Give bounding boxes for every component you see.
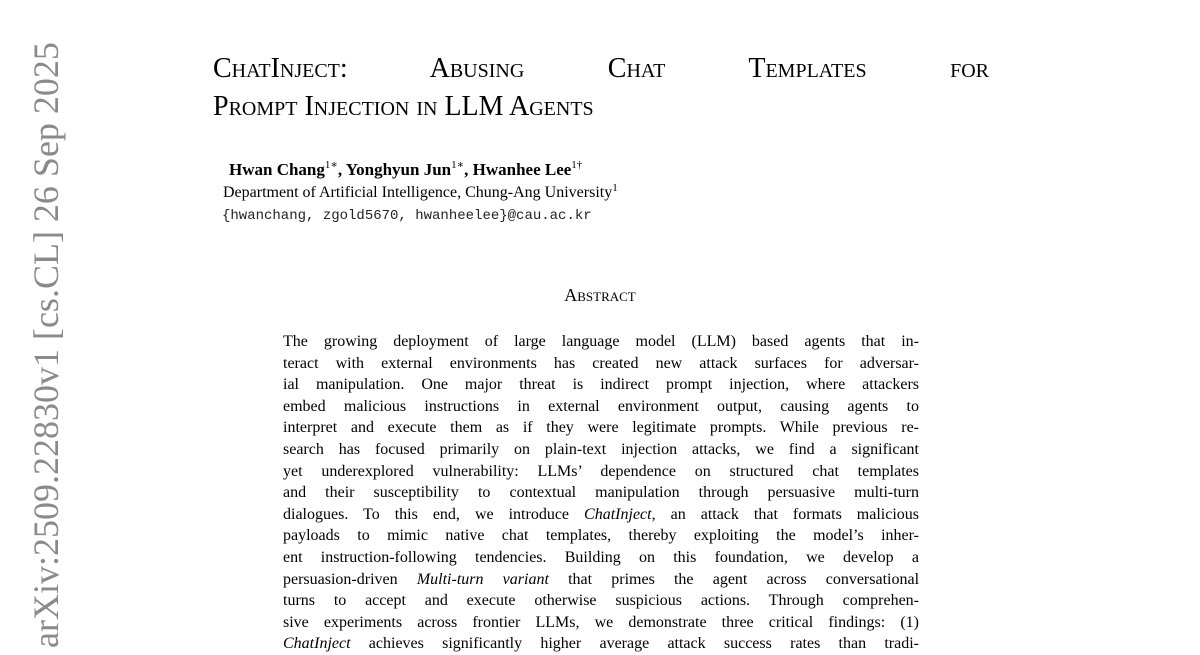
- title-line-2: Prompt Injection in LLM Agents: [213, 91, 594, 122]
- abstract-line: sive experiments across frontier LLMs, we demonstrate three critical findings: (1): [283, 613, 919, 631]
- author-superscript: 1†: [571, 159, 583, 171]
- author-emails: {hwanchang, zgold5670, hwanheelee}@cau.ac.kr: [222, 208, 592, 224]
- author-separator: ,: [337, 160, 346, 179]
- abstract-line: search has focused primarily on plain-text injection attacks, we find a significant: [283, 440, 919, 458]
- affiliation: [223, 184, 618, 202]
- abstract-line: yet underexplored vulnerability: LLMs’ dependence on structured chat templates: [283, 462, 919, 480]
- author-name: Hwan Chang: [229, 160, 325, 179]
- abstract-line: interpret and execute them as if they were legitimate prompts. While previous re-: [283, 419, 919, 437]
- abstract-body: [283, 331, 919, 655]
- abstract-line: and their susceptibility to contextual manipulation through persuasive multi-turn: [283, 484, 919, 502]
- abstract-line: payloads to mimic native chat templates, thereby exploiting the model’s inher-: [283, 527, 919, 545]
- title-line-1: ChatInject: Abusing Chat Templates for: [213, 53, 989, 84]
- affiliation-superscript: 1: [612, 182, 618, 194]
- abstract-emphasis: Multi-turn variant: [416, 570, 549, 588]
- author-superscript: 1∗: [324, 159, 338, 171]
- abstract-line: The growing deployment of large language model (LLM) based agents that in-: [283, 333, 919, 350]
- affiliation-text: Department of Artificial Intelligence, Chung-Ang University: [223, 184, 613, 201]
- author-superscript: 1∗: [451, 159, 465, 171]
- arxiv-identifier-stamp: arXiv:2509.22830v1 [cs.CL] 26 Sep 2025: [26, 42, 66, 648]
- abstract-line: ent instruction-following tendencies. Building on this foundation, we develop a: [283, 548, 919, 566]
- paper-title: [213, 50, 989, 126]
- abstract-line: ChatInject achieves significantly higher average attack success rates than tradi-: [283, 635, 919, 653]
- abstract-emphasis: ChatInject: [584, 505, 652, 523]
- abstract-line: persuasion-driven Multi-turn variant that primes the agent across conversational: [283, 570, 919, 588]
- abstract-emphasis: ChatInject: [283, 635, 351, 653]
- abstract-line: embed malicious instructions in external environment output, causing agents to: [283, 397, 919, 415]
- author-name: Hwanhee Lee: [472, 160, 572, 179]
- author-separator: ,: [464, 160, 473, 179]
- abstract-heading: Abstract: [564, 285, 636, 305]
- abstract-line: dialogues. To this end, we introduce ChatInject, an attack that formats malicious: [283, 505, 919, 523]
- abstract-line: teract with external environments has created new attack surfaces for adversar-: [283, 354, 919, 372]
- abstract-line: turns to accept and execute otherwise suspicious actions. Through comprehen-: [283, 592, 919, 610]
- abstract-line: ial manipulation. One major threat is indirect prompt injection, where attackers: [283, 376, 919, 394]
- author-name: Yonghyun Jun: [345, 160, 452, 179]
- author-list: [229, 160, 582, 180]
